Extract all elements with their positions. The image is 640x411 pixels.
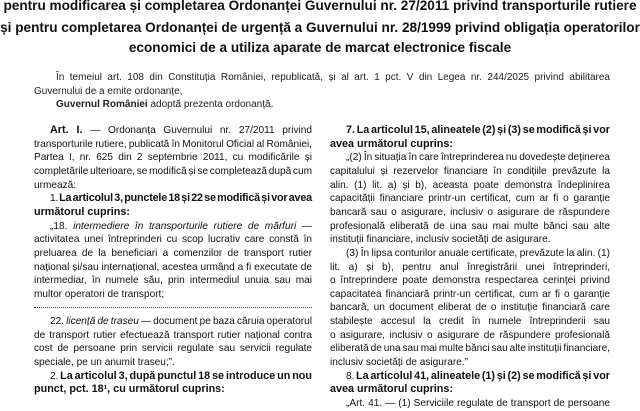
text: 22. [50, 316, 67, 328]
text-line [34, 383, 312, 397]
text-line [330, 397, 610, 411]
text-line [34, 206, 312, 220]
text: 8. [346, 370, 356, 382]
text-line [34, 138, 312, 152]
italic-text: intermediere în transporturile rutiere de mărfuri [73, 220, 297, 232]
text: activitatea unei întreprinderi cu scop lucrativ care constă în [34, 234, 312, 246]
title-line: economici de a utiliza aparate de marcat electronice fiscale [128, 40, 512, 55]
text-line [34, 151, 312, 165]
text-line [34, 124, 312, 138]
text-line [330, 261, 610, 275]
bold-text: Art. I. [50, 124, 83, 136]
title-line: pentru modificarea și completarea Ordonanței Guvernului nr. 27/2011 privind transporturile rutiere [3, 0, 637, 13]
text-line [34, 356, 312, 370]
text: stabilește accesul la credit în numele întreprinderii sau [330, 316, 610, 328]
bold-text: punct, pct. 18¹, cu următorul cuprins: [34, 383, 225, 396]
text-line [34, 220, 312, 234]
text-line [330, 274, 610, 288]
text-line [34, 315, 312, 329]
text: național și/sau internațional, acestea urmând a fi executate de [34, 261, 312, 273]
text-line [34, 247, 312, 261]
text-line [330, 288, 610, 302]
text-line [330, 179, 610, 193]
text: speciale, pe un anumit traseu;”. [34, 357, 175, 369]
text-line [34, 192, 312, 206]
text-line [34, 233, 312, 247]
bold-text: La articolul 3, punctele 18 și 22 se modifică și vor avea [59, 192, 312, 205]
text-line [330, 370, 610, 384]
text: o întreprindere poate demonstra respectarea cerinței privind [330, 275, 610, 287]
text: 1. [50, 193, 60, 205]
text: inclusiv societăți de asigurare.” [330, 357, 469, 369]
separator-dots [34, 301, 312, 308]
text-line [330, 315, 610, 329]
text: (3) În lipsa conturilor anuale certificate, prevăzute la alin. (1) [346, 247, 610, 259]
text-line [330, 356, 610, 370]
text: transporturile rutiere, publicată în Monitorul Oficial al României, [34, 138, 312, 150]
bold-text: La articolul 3, după punctul 18 se introduce un nou [60, 369, 312, 382]
text: „(2) În situația în care întreprinderea nu dovedește deținerea [346, 152, 610, 164]
text: — [296, 220, 313, 232]
text-line [34, 274, 312, 288]
text: cost de persoane prin servicii regulate sau servicii regulate [34, 343, 312, 355]
text: profesională eliberată de una sau mai multe bănci sau alte [330, 220, 610, 232]
text-line [330, 342, 610, 356]
text-line [34, 342, 312, 356]
text-line [330, 220, 610, 234]
bold-text: 7. La articolul 15, alineatele (2) și (3) se modifică și vor [346, 124, 610, 136]
bold-text: La articolul 41, alineatele (1) și (2) se modifică și vor [355, 369, 610, 382]
text: Partea I, nr. 625 din 2 septembrie 2011, cu modificările și [34, 152, 312, 164]
text: „Art. 41. — (1) Serviciile regulate de transport de persoane [346, 398, 610, 409]
text: capacității financiare printr-un certificat, cum ar fi o garanție [330, 193, 610, 205]
text: de transport rutier efectuează transport rutier național contra [34, 329, 312, 341]
italic-text: licență de traseu [66, 316, 139, 328]
bold-text: avea următorul cuprins: [330, 383, 453, 396]
text: 2. [50, 370, 61, 382]
text: „18. [50, 220, 74, 232]
text-line [330, 192, 610, 206]
text: capacitatea financiară printr-un certificat, cum ar fi o garanție [330, 288, 610, 300]
text: — Ordonanța Guvernului nr. 27/2011 privind [82, 125, 313, 136]
text-line [330, 151, 610, 165]
text: lit. a) și b), pentru anul înregistrării unei întreprinderi, [330, 261, 610, 273]
text: bancară sau o asigurare, inclusiv o asigurare de răspundere [330, 206, 610, 218]
adoption-text: adoptă prezenta ordonanță. [147, 99, 274, 110]
bold-text: următorul cuprins: [34, 205, 130, 218]
text: eliberată de una sau mai multe bănci sau alte instituții financiare, [330, 343, 610, 355]
preamble-line: În temeiul art. 108 din Constituția României, republicată, și al art. 1 pct. V din Legea nr. 244/2025 privind abilitarea [56, 72, 610, 83]
text: bancară, un document eliberat de o instituție financiară care [330, 302, 610, 314]
text-line [330, 383, 610, 397]
text-line [330, 124, 610, 138]
text-line [34, 179, 312, 193]
text-line [330, 165, 610, 179]
text: intermediar, în numele său, prin intermediul unuia sau mai [34, 275, 312, 287]
text-line [330, 247, 610, 261]
text-line [330, 329, 610, 343]
text-line [34, 329, 312, 343]
text: alin. (1) lit. a) și b), aceasta poate demonstra îndeplinirea [330, 179, 610, 191]
text-line [34, 261, 312, 275]
text-line [34, 370, 312, 384]
text: instituții financiare, inclusiv societăți de asigurare. [330, 234, 551, 246]
text: o asigurare, inclusiv o asigurare de răspundere profesională [330, 329, 610, 341]
preamble-line: Guvernului de a emite ordonanțe, [34, 86, 183, 97]
text-line [330, 233, 610, 247]
text: capitalului și rezervelor financiare în condițiile prevăzute la [330, 165, 610, 177]
government-name: Guvernul României [56, 99, 148, 110]
text: completările ulterioare, se modifică și se completează după cum [34, 165, 312, 177]
text-line [330, 206, 610, 220]
bold-text: avea următorul cuprins: [330, 137, 453, 150]
text: — document pe baza căruia operatorul [138, 316, 312, 328]
title-line: și pentru completarea Ordonanței de urgență a Guvernului nr. 28/1999 privind obligația operatorilor [0, 20, 640, 35]
text-line [330, 301, 610, 315]
text: urmează: [34, 179, 77, 191]
text: multor operatori de transport; [34, 288, 165, 300]
adoption-formula [56, 98, 273, 111]
text-line [34, 165, 312, 179]
text-line [330, 138, 610, 152]
text: preluarea de la beneficiari a comenzilor de transport rutier [34, 247, 312, 259]
text-line [34, 288, 312, 302]
